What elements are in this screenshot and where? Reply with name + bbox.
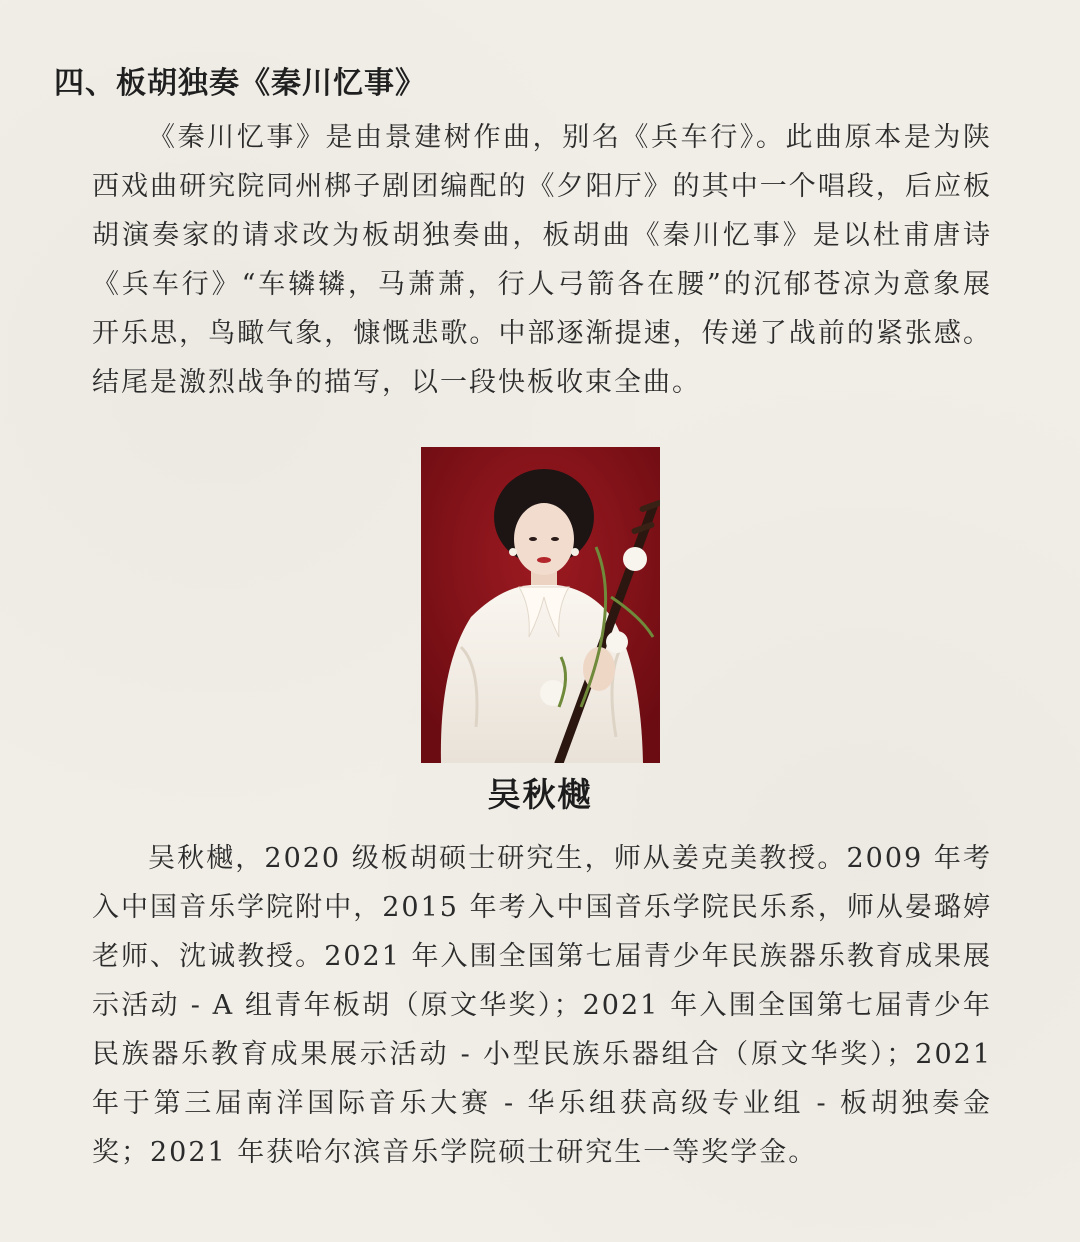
left-eye-shape xyxy=(529,537,537,541)
tulip-flower-2 xyxy=(606,631,628,653)
earring-left xyxy=(509,548,517,556)
photo-caption: 吴秋樾 xyxy=(487,775,593,814)
bio-paragraph: 吴秋樾，2020 级板胡硕士研究生，师从姜克美教授。2009 年考入中国音乐学院附中，2015 年考入中国音乐学院民乐系，师从晏璐婷老师、沈诚教授。2021 年入围全国第七届青少年民族器乐教育成果展示活动 - A 组青年板胡（原文华奖）；2021 年入围全国第七届青少年民族器乐教育成果展示活动 - 小型民族乐器组合（原文华奖）；2021 年于第三届南洋国际音乐大赛 - 华乐组获高级专业组 - 板胡独奏金奖；2021 年获哈尔滨音乐学院硕士研究生一等奖学金。 xyxy=(92,843,992,1168)
performer-portrait-illustration xyxy=(421,447,660,763)
right-eye-shape xyxy=(551,537,559,541)
section-title: 四、板胡独奏《秦川忆事》 xyxy=(54,66,426,101)
intro-paragraph: 《秦川忆事》是由景建树作曲，别名《兵车行》。此曲原本是为陕西戏曲研究院同州梆子剧团编配的《夕阳厅》的其中一个唱段，后应板胡演奏家的请求改为板胡独奏曲，板胡曲《秦川忆事》是以杜甫唐诗《兵车行》“车辚辚，马萧萧，行人弓箭各在腰”的沉郁苍凉为意象展开乐思，鸟瞰气象，慷慨悲歌。中部逐渐提速，传递了战前的紧张感。结尾是激烈战争的描写，以一段快板收束全曲。 xyxy=(92,122,992,398)
face-shape xyxy=(514,503,574,575)
tulip-flower-1 xyxy=(623,547,647,571)
performer-photo xyxy=(421,447,660,763)
earring-right xyxy=(571,548,579,556)
lips-shape xyxy=(537,557,551,563)
